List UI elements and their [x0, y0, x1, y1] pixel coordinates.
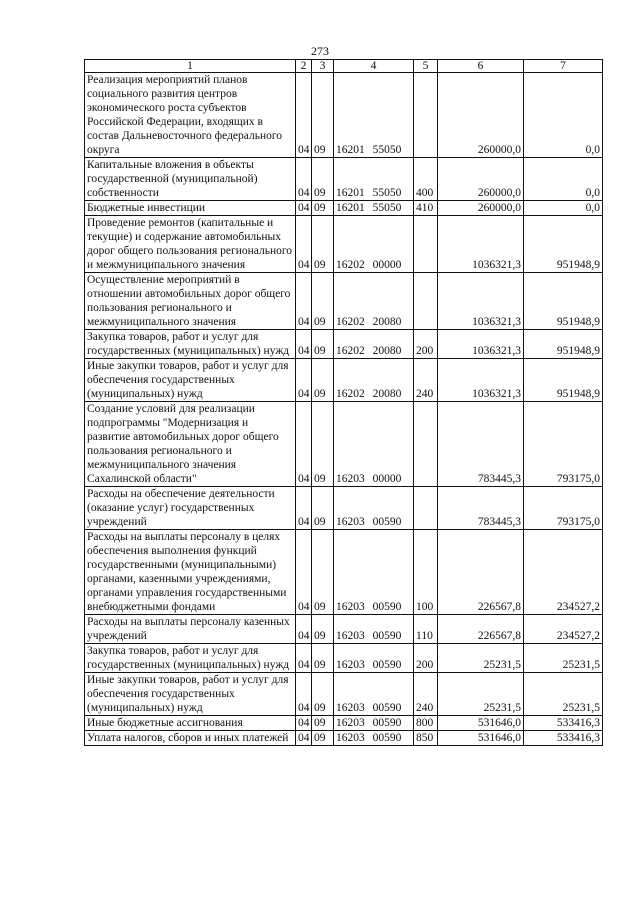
- column-header: 3: [312, 60, 334, 73]
- amount-year1-cell: 226567,8: [438, 530, 524, 615]
- subsection-code-cell: 09: [312, 644, 334, 673]
- amount-year2-cell: 0,0: [524, 73, 603, 158]
- table-row: [85, 402, 603, 487]
- column-header: 1: [85, 60, 296, 73]
- amount-year1-cell: 25231,5: [438, 644, 524, 673]
- subsection-code-cell: 09: [312, 673, 334, 716]
- section-code-cell: 04: [296, 673, 312, 716]
- budget-table: [84, 59, 603, 746]
- section-code-cell: 04: [296, 402, 312, 487]
- row-name-cell: Осуществление мероприятий в отношении автомобильных дорог общего пользования регионального и межмуниципального значения: [85, 273, 296, 330]
- row-name-cell: Расходы на выплаты персоналу в целях обеспечения выполнения функций государственными (муниципальными) органами, казенными учреждениями, органами управления государственными внебюджетными фондами: [85, 530, 296, 615]
- subsection-code-cell: 09: [312, 487, 334, 530]
- expense-type-cell: 410: [414, 201, 438, 216]
- amount-year2-cell: 0,0: [524, 158, 603, 201]
- amount-year2-cell: 533416,3: [524, 731, 603, 746]
- expense-type-cell: 400: [414, 158, 438, 201]
- target-article-cell: 16202 20080: [334, 273, 414, 330]
- target-article-cell: 16203 00590: [334, 530, 414, 615]
- section-code-cell: 04: [296, 158, 312, 201]
- subsection-code-cell: 09: [312, 330, 334, 359]
- expense-type-cell: 800: [414, 716, 438, 731]
- subsection-code-cell: 09: [312, 716, 334, 731]
- target-article-cell: 16202 20080: [334, 330, 414, 359]
- subsection-code-cell: 09: [312, 201, 334, 216]
- column-header: 4: [334, 60, 414, 73]
- section-code-cell: 04: [296, 530, 312, 615]
- expense-type-cell: [414, 273, 438, 330]
- amount-year2-cell: 793175,0: [524, 402, 603, 487]
- row-name-cell: Расходы на выплаты персоналу казенных учреждений: [85, 615, 296, 644]
- subsection-code-cell: 09: [312, 615, 334, 644]
- page-number: 273: [311, 44, 329, 58]
- section-code-cell: 04: [296, 73, 312, 158]
- amount-year1-cell: 260000,0: [438, 158, 524, 201]
- target-article-cell: 16203 00590: [334, 487, 414, 530]
- table-row: [85, 716, 603, 731]
- expense-type-cell: [414, 73, 438, 158]
- subsection-code-cell: 09: [312, 216, 334, 273]
- expense-type-cell: 200: [414, 330, 438, 359]
- row-name-cell: Закупка товаров, работ и услуг для государственных (муниципальных) нужд: [85, 644, 296, 673]
- amount-year1-cell: 1036321,3: [438, 216, 524, 273]
- expense-type-cell: 850: [414, 731, 438, 746]
- row-name-cell: Иные закупки товаров, работ и услуг для обеспечения государственных (муниципальных) нужд: [85, 359, 296, 402]
- expense-type-cell: 200: [414, 644, 438, 673]
- table-row: [85, 487, 603, 530]
- section-code-cell: 04: [296, 716, 312, 731]
- row-name-cell: Реализация мероприятий планов социального развития центров экономического роста субъектов Российской Федерации, входящих в состав Дальневосточного федерального округа: [85, 73, 296, 158]
- amount-year1-cell: 1036321,3: [438, 359, 524, 402]
- target-article-cell: 16202 00000: [334, 216, 414, 273]
- expense-type-cell: [414, 402, 438, 487]
- expense-type-cell: 240: [414, 359, 438, 402]
- expense-type-cell: 100: [414, 530, 438, 615]
- target-article-cell: 16201 55050: [334, 201, 414, 216]
- table-row: [85, 615, 603, 644]
- amount-year2-cell: 951948,9: [524, 273, 603, 330]
- amount-year1-cell: 25231,5: [438, 673, 524, 716]
- expense-type-cell: [414, 487, 438, 530]
- target-article-cell: 16203 00590: [334, 644, 414, 673]
- section-code-cell: 04: [296, 216, 312, 273]
- row-name-cell: Расходы на обеспечение деятельности (оказание услуг) государственных учреждений: [85, 487, 296, 530]
- subsection-code-cell: 09: [312, 73, 334, 158]
- table-row: [85, 216, 603, 273]
- amount-year2-cell: 951948,9: [524, 216, 603, 273]
- row-name-cell: Иные закупки товаров, работ и услуг для обеспечения государственных (муниципальных) нужд: [85, 673, 296, 716]
- amount-year1-cell: 260000,0: [438, 73, 524, 158]
- table-row: [85, 530, 603, 615]
- table-row: [85, 201, 603, 216]
- column-header: 7: [524, 60, 603, 73]
- target-article-cell: 16203 00590: [334, 716, 414, 731]
- section-code-cell: 04: [296, 731, 312, 746]
- amount-year2-cell: 25231,5: [524, 673, 603, 716]
- subsection-code-cell: 09: [312, 731, 334, 746]
- expense-type-cell: 240: [414, 673, 438, 716]
- amount-year2-cell: 793175,0: [524, 487, 603, 530]
- table-row: [85, 330, 603, 359]
- table-header-row: [85, 60, 603, 73]
- row-name-cell: Проведение ремонтов (капитальные и текущие) и содержание автомобильных дорог общего пользования регионального и межмуниципального значения: [85, 216, 296, 273]
- target-article-cell: 16203 00590: [334, 673, 414, 716]
- section-code-cell: 04: [296, 201, 312, 216]
- column-header: 6: [438, 60, 524, 73]
- table-row: [85, 158, 603, 201]
- row-name-cell: Бюджетные инвестиции: [85, 201, 296, 216]
- subsection-code-cell: 09: [312, 359, 334, 402]
- section-code-cell: 04: [296, 487, 312, 530]
- table-row: [85, 673, 603, 716]
- amount-year1-cell: 226567,8: [438, 615, 524, 644]
- table-row: [85, 73, 603, 158]
- section-code-cell: 04: [296, 359, 312, 402]
- amount-year1-cell: 531646,0: [438, 731, 524, 746]
- amount-year1-cell: 260000,0: [438, 201, 524, 216]
- target-article-cell: 16201 55050: [334, 158, 414, 201]
- target-article-cell: 16201 55050: [334, 73, 414, 158]
- subsection-code-cell: 09: [312, 273, 334, 330]
- amount-year2-cell: 951948,9: [524, 330, 603, 359]
- subsection-code-cell: 09: [312, 530, 334, 615]
- target-article-cell: 16202 20080: [334, 359, 414, 402]
- amount-year1-cell: 783445,3: [438, 487, 524, 530]
- amount-year2-cell: 25231,5: [524, 644, 603, 673]
- expense-type-cell: [414, 216, 438, 273]
- column-header: 2: [296, 60, 312, 73]
- amount-year2-cell: 234527,2: [524, 615, 603, 644]
- amount-year1-cell: 1036321,3: [438, 273, 524, 330]
- amount-year1-cell: 783445,3: [438, 402, 524, 487]
- row-name-cell: Иные бюджетные ассигнования: [85, 716, 296, 731]
- amount-year1-cell: 1036321,3: [438, 330, 524, 359]
- expense-type-cell: 110: [414, 615, 438, 644]
- target-article-cell: 16203 00590: [334, 731, 414, 746]
- section-code-cell: 04: [296, 330, 312, 359]
- row-name-cell: Создание условий для реализации подпрограммы "Модернизация и развитие автомобильных дорог общего пользования регионального и межмуниципального значения Сахалинской области": [85, 402, 296, 487]
- table-row: [85, 359, 603, 402]
- section-code-cell: 04: [296, 644, 312, 673]
- column-header: 5: [414, 60, 438, 73]
- section-code-cell: 04: [296, 615, 312, 644]
- amount-year2-cell: 0,0: [524, 201, 603, 216]
- section-code-cell: 04: [296, 273, 312, 330]
- table-row: [85, 644, 603, 673]
- amount-year2-cell: 951948,9: [524, 359, 603, 402]
- subsection-code-cell: 09: [312, 158, 334, 201]
- subsection-code-cell: 09: [312, 402, 334, 487]
- amount-year2-cell: 533416,3: [524, 716, 603, 731]
- amount-year2-cell: 234527,2: [524, 530, 603, 615]
- target-article-cell: 16203 00590: [334, 615, 414, 644]
- amount-year1-cell: 531646,0: [438, 716, 524, 731]
- table-row: [85, 273, 603, 330]
- table-row: [85, 731, 603, 746]
- row-name-cell: Уплата налогов, сборов и иных платежей: [85, 731, 296, 746]
- row-name-cell: Капитальные вложения в объекты государственной (муниципальной) собственности: [85, 158, 296, 201]
- row-name-cell: Закупка товаров, работ и услуг для государственных (муниципальных) нужд: [85, 330, 296, 359]
- target-article-cell: 16203 00000: [334, 402, 414, 487]
